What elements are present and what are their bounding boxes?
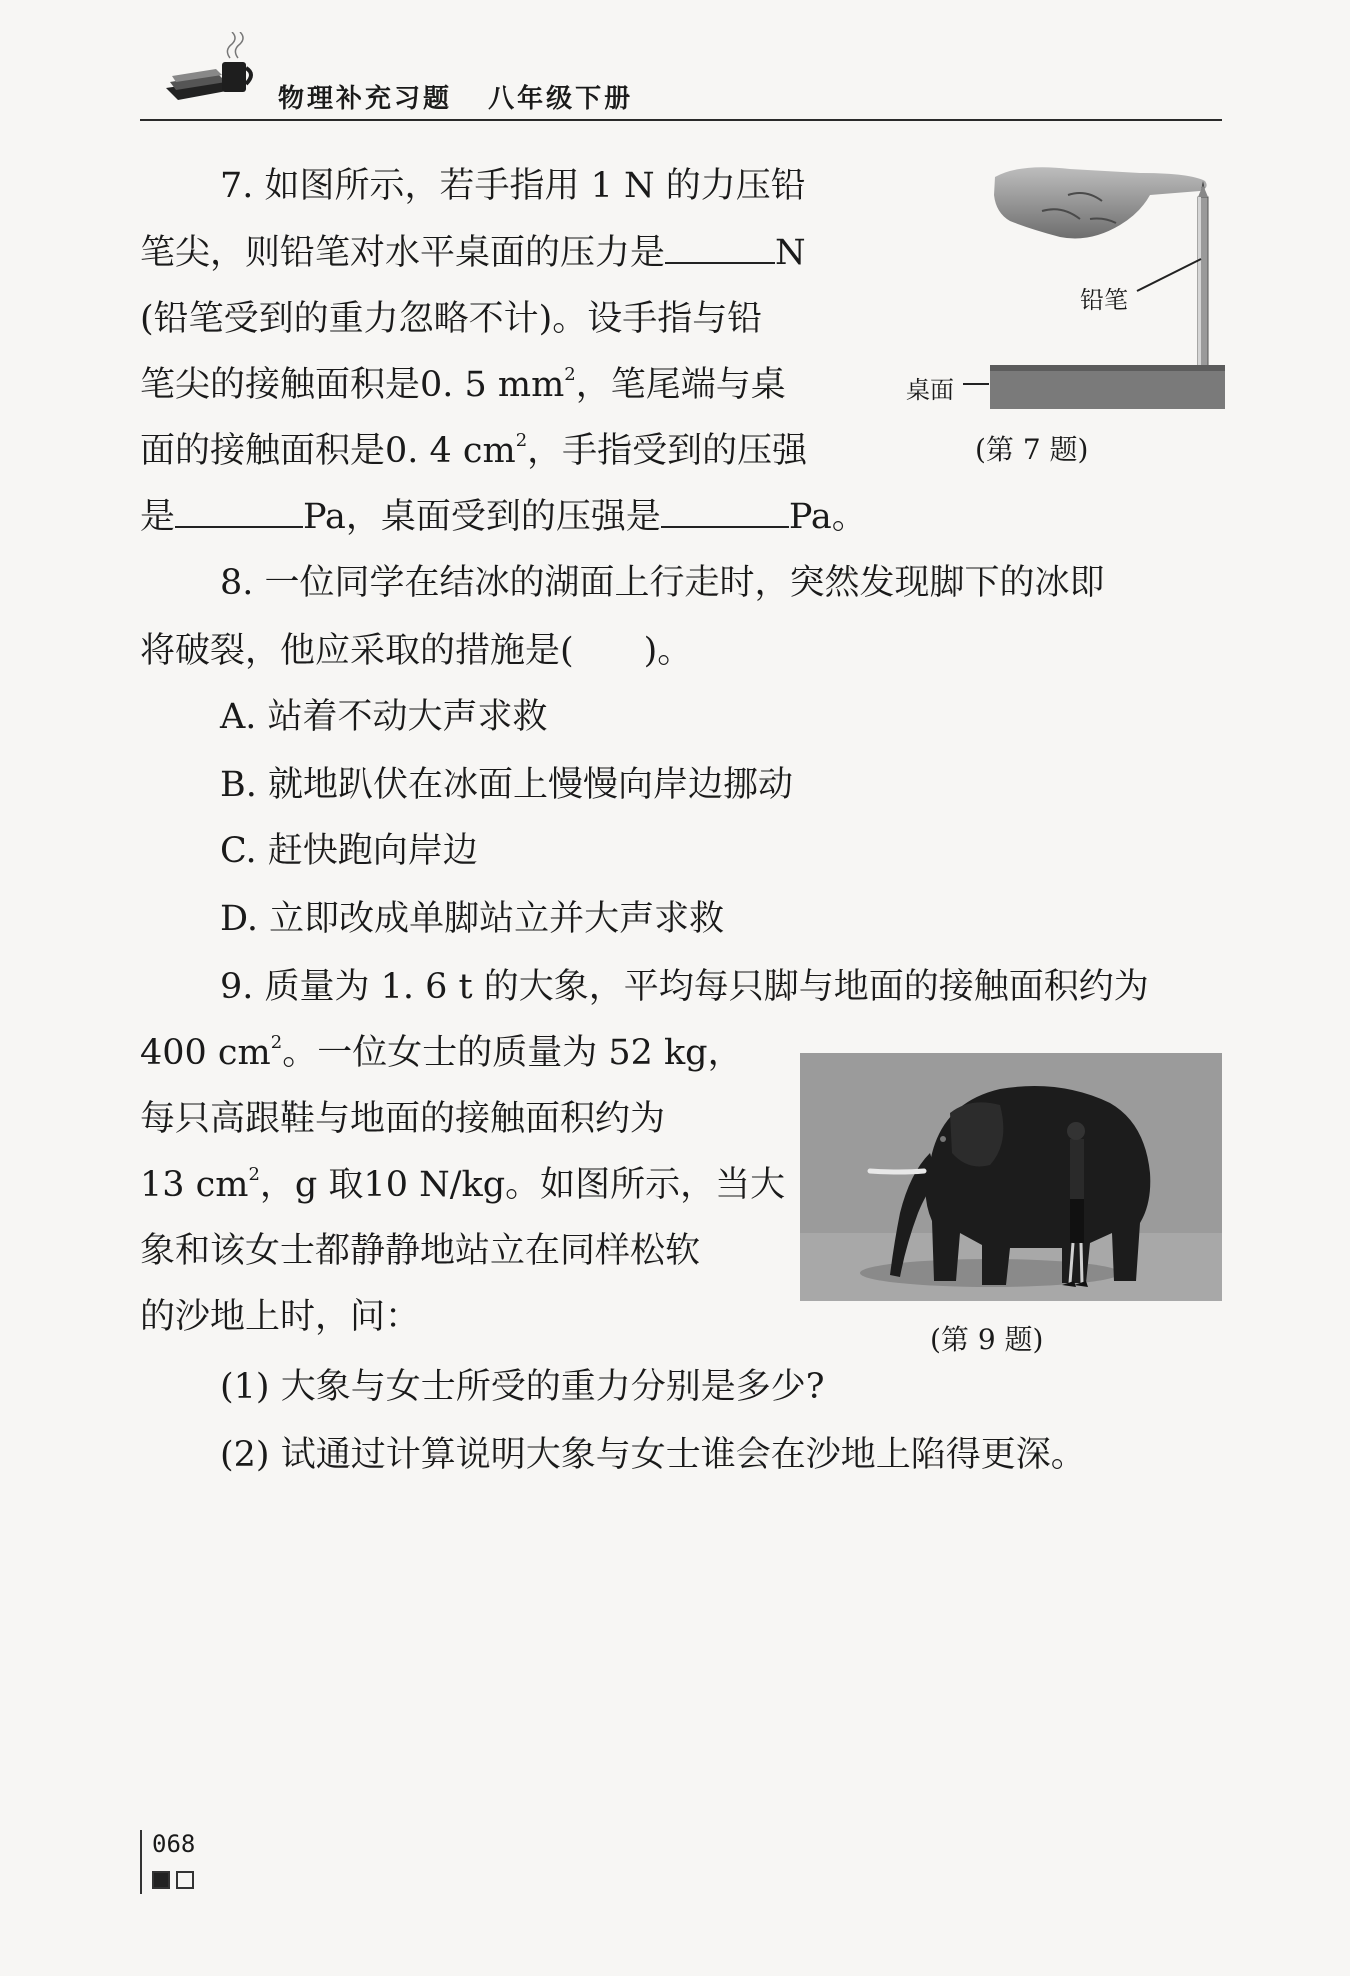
desk-label: 桌面 [906, 376, 954, 404]
q7-line-4: 笔尖的接触面积是0. 5 $mm^2$，笔尾端与桌 [140, 364, 786, 405]
q7-blank-2[interactable] [175, 494, 303, 528]
q9-line-4: 13 $cm^2$，g 取10 N/kg。如图所示，当大 [140, 1164, 786, 1205]
q9-sub-question-1: (1) 大象与女士所受的重力分别是多少? [220, 1367, 825, 1407]
q7-line-1: 7. 如图所示，若手指用 1 N 的力压铅 [220, 166, 806, 206]
q8-line-1: 8. 一位同学在结冰的湖面上行走时，突然发现脚下的冰即 [220, 563, 1105, 603]
q8-option-b[interactable]: B. 就地趴伏在冰面上慢慢向岸边挪动 [220, 765, 793, 805]
q9-line-3: 每只高跟鞋与地面的接触面积约为 [140, 1099, 666, 1139]
q9-elephant-woman-photo [800, 1053, 1222, 1301]
q7-line-2: 笔尖，则铅笔对水平桌面的压力是 N [140, 220, 806, 286]
q7-line-3: (铅笔受到的重力忽略不计)。设手指与铅 [140, 299, 763, 339]
desk-leader-line [963, 383, 989, 385]
q7-line-5: 面的接触面积是0. 4 $cm^2$，手指受到的压强 [140, 430, 808, 471]
filled-square-icon [152, 1871, 170, 1889]
q7-figure-caption: (第 7 题) [975, 433, 1089, 466]
page-number: 068 [152, 1830, 196, 1858]
empty-square-icon [176, 1871, 194, 1889]
q9-line-6: 的沙地上时，问： [140, 1297, 421, 1337]
header-title: 物理补充习题 八年级下册 [278, 84, 634, 114]
q9-line-2: 400 $cm^2$。一位女士的质量为 52 kg， [140, 1032, 743, 1073]
q7-blank-3[interactable] [661, 494, 789, 528]
q9-sub-question-2: (2) 试通过计算说明大象与女士谁会在沙地上陷得更深。 [220, 1435, 1086, 1475]
q8-option-a[interactable]: A. 站着不动大声求救 [220, 697, 548, 737]
pencil-leader-line [1135, 255, 1205, 295]
q7-blank-1[interactable] [665, 230, 775, 264]
q9-figure-caption: (第 9 题) [930, 1323, 1044, 1356]
q9-line-1: 9. 质量为 1. 6 t 的大象，平均每只脚与地面的接触面积约为 [220, 967, 1149, 1007]
q8-line-2: 将破裂，他应采取的措施是( )。 [140, 631, 693, 671]
book-cup-logo-icon [160, 32, 260, 112]
q8-option-d[interactable]: D. 立即改成单脚站立并大声求救 [220, 899, 725, 939]
page-number-rule [140, 1830, 142, 1894]
q9-line-5: 象和该女士都静静地站立在同样松软 [140, 1231, 701, 1271]
q7-line-6: 是 Pa，桌面受到的压强是 Pa。 [140, 484, 867, 550]
header-divider [140, 119, 1222, 121]
q8-option-c[interactable]: C. 赶快跑向岸边 [220, 831, 478, 871]
pencil-label: 铅笔 [1080, 286, 1128, 314]
